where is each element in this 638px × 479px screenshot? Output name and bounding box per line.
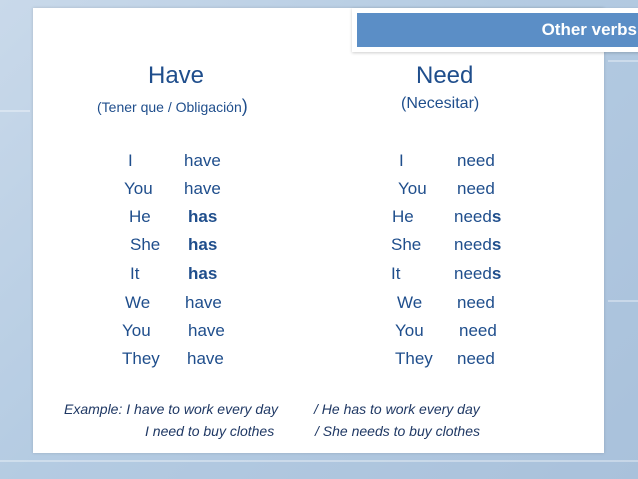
need-verb-stem: need [459,321,497,340]
background-line [0,460,638,462]
have-verb: has [188,264,218,283]
need-pronoun: We [397,293,423,312]
need-verb [457,293,495,313]
have-pronoun: They [122,349,160,368]
need-verb [454,207,501,227]
need-verb-suffix: s [491,207,502,226]
example-line-2-right: / She needs to buy clothes [315,423,480,439]
need-verb [457,179,495,199]
need-pronoun: She [391,235,422,254]
have-pronoun: It [130,264,140,283]
have-subtitle [97,96,248,117]
have-pronoun: We [125,293,151,312]
need-verb-stem: need [457,293,495,312]
need-verb-stem: need [457,179,495,198]
have-verb: have [185,293,222,312]
have-verb: has [188,207,218,226]
need-pronoun: I [399,151,404,170]
need-verb-stem: need [454,207,492,226]
slide-card [33,8,637,453]
background-line [608,60,638,62]
example-line-1-right: / He has to work every day [314,401,480,417]
section-badge [352,8,638,52]
need-verb-stem: need [457,151,495,170]
need-verb [457,151,495,171]
need-verb [457,349,495,369]
need-verb-suffix: s [491,235,502,254]
need-verb [454,264,501,284]
have-verb: have [184,179,221,198]
section-badge-label: Other verbs [357,13,638,47]
need-pronoun: He [392,207,414,226]
need-pronoun: You [395,321,424,340]
need-verb [454,235,501,255]
need-pronoun: It [391,264,401,283]
have-verb: has [188,235,218,254]
have-verb: have [184,151,221,170]
example-line-1-left: Example: I have to work every day [64,401,278,417]
have-pronoun: She [130,235,161,254]
need-subtitle: (Necesitar) [401,95,480,112]
have-title: Have [148,62,205,89]
need-title: Need [416,62,474,89]
have-subtitle-text: (Tener que / Obligación [97,99,242,115]
have-pronoun: I [128,151,133,170]
background-line [608,300,638,302]
need-verb [459,321,497,341]
have-pronoun: You [124,179,153,198]
need-verb-stem: need [457,349,495,368]
need-pronoun: You [398,179,427,198]
need-verb-stem: need [454,235,492,254]
have-subtitle-paren: ) [241,96,248,116]
have-verb: have [187,349,224,368]
need-verb-stem: need [454,264,492,283]
background-line [0,110,30,112]
have-pronoun: You [122,321,151,340]
have-pronoun: He [129,207,151,226]
need-verb-suffix: s [491,264,502,283]
have-verb: have [188,321,225,340]
example-line-2-left: I need to buy clothes [145,423,275,439]
need-pronoun: They [395,349,433,368]
